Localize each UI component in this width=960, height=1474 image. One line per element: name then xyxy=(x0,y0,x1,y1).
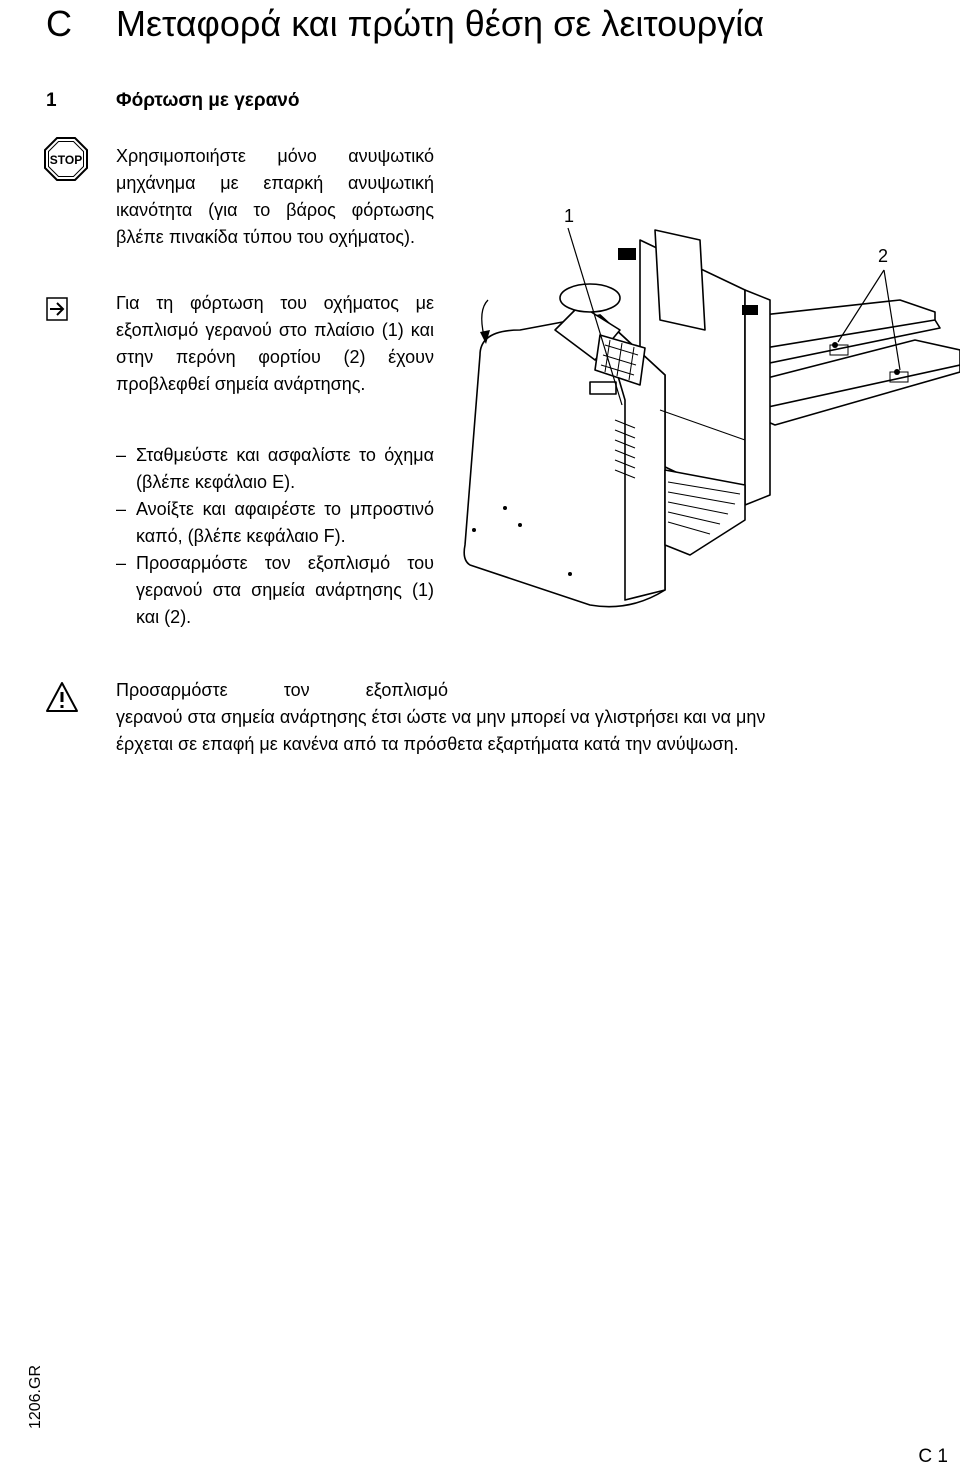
arrow-right-icon xyxy=(46,297,68,321)
callout-1: 1 xyxy=(563,206,575,226)
step-text: Ανοίξτε και αφαιρέστε το μπροστινό καπό, (βλέπε κεφάλαιο F). xyxy=(136,499,434,546)
document-code: 1206.GR xyxy=(27,1364,44,1430)
page-number: C 1 xyxy=(918,1446,948,1467)
section-number: 1 xyxy=(46,90,57,111)
step-text: Προσαρμόστε τον εξοπλισμό του γερανού στα σημεία ανάρτησης (1) και (2). xyxy=(136,553,434,627)
chapter-letter: C xyxy=(46,3,72,44)
warning-text-line-3: έρχεται σε επαφή με κανένα από τα πρόσθετα εξαρτήματα κατά την ανύψωση. xyxy=(116,734,739,754)
chapter-title: Μεταφορά και πρώτη θέση σε λειτουργία xyxy=(116,3,765,44)
warning-text-line-1: Προσαρμόστε τον εξοπλισμό xyxy=(116,680,448,700)
section-title: Φόρτωση με γερανό xyxy=(116,90,300,111)
step-item xyxy=(116,550,434,631)
step-text: Σταθμεύστε και ασφαλίστε το όχημα (βλέπε κεφάλαιο E). xyxy=(136,445,434,492)
stop-sign-icon xyxy=(44,137,88,181)
step-dash: – xyxy=(116,499,127,519)
warning-text-line-2: γερανού στα σημεία ανάρτησης έτσι ώστε να μην μπορεί να γλιστρήσει και να μην xyxy=(116,707,766,727)
arrow-note-text: Για τη φόρτωση του οχήματος με εξοπλισμό γερανού στο πλαίσιο (1) και στην περόνη φορτίου (2) έχουν προβλεφθεί σημεία ανάρτησης. xyxy=(116,293,434,394)
step-item xyxy=(116,442,434,496)
warning-text xyxy=(116,704,960,758)
steps-list xyxy=(116,442,434,631)
step-dash: – xyxy=(116,445,127,465)
warning-triangle-icon xyxy=(45,681,79,713)
callout-2: 2 xyxy=(877,246,889,266)
stop-note-text: Χρησιμοποιήστε μόνο ανυψωτικό μηχάνημα με επαρκή ανυψωτική ικανότητα (για το βάρος φόρτωσης βλέπε πινακίδα τύπου του οχήματος). xyxy=(116,146,434,247)
pallet-truck-illustration xyxy=(455,195,960,615)
step-dash: – xyxy=(116,553,127,573)
svg-text:STOP: STOP xyxy=(49,153,83,167)
step-item xyxy=(116,496,434,550)
